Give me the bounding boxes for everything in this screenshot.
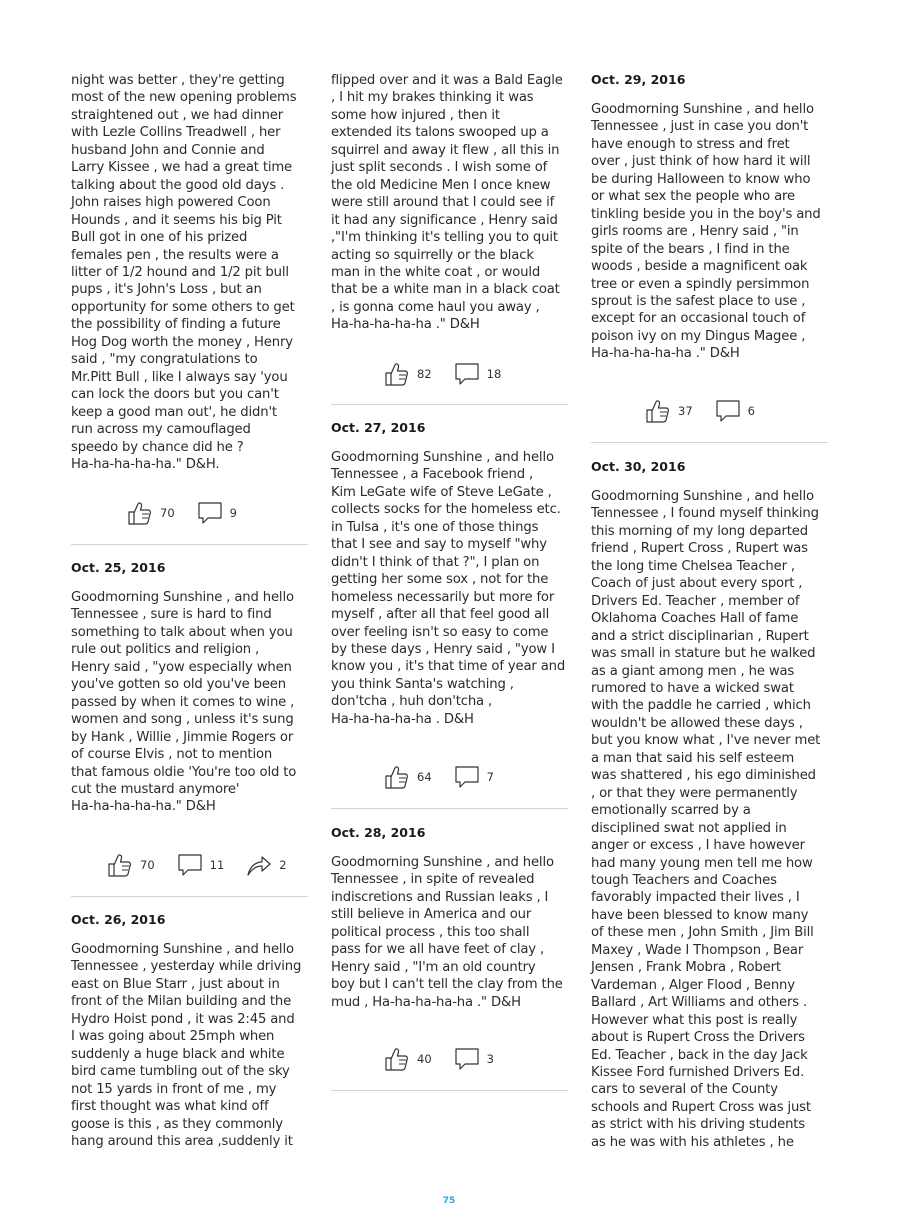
post-text: Goodmorning Sunshine , and hello Tennessee , I found myself thinking this morning of my long departed friend , Rupert Cross , Rupert was the long time Chelsea Teacher , Coach of just about every sport , Drivers Ed. Teacher , member of Oklahoma Coaches Hall of fame and a strict disciplinarian , Rupert was small in stature but he walked as a giant among men , he was rumored to have a wicked swat with the paddle he carried , which wouldn't be allowed these days , but you know what , I've never met a man that said his self esteem was shattered , his ego diminished , or that they were permanently emotionally scarred by a disciplined swat not applied in anger or excess , I have however had many young men tell me how tough Teachers and Coaches favorably impacted their lives , I have been blessed to know many of these men , John Smith , Jim Bill Maxey , Wade I Thompson , Bear Jensen , Frank Mobra , Robert Vardeman , Alger Flood , Benny Ballard , Art Williams and others . However what this post is really about is Rupert Cross the Drivers Ed. Teacher , back in the day Jack Kissee Ford furnished Drivers Ed. cars to several of the County schools and Rupert Cross was just as strict with his driving students as he was with his athletes , he: [591, 489, 821, 1150]
post-reactions: [384, 361, 523, 387]
post-reactions: [127, 500, 262, 526]
page-number: 75: [442, 1196, 456, 1206]
comment-count: 3: [486, 1052, 494, 1066]
like-icon: [384, 1046, 410, 1072]
like-count: 37: [678, 404, 693, 418]
comment-button[interactable]: [715, 398, 758, 424]
like-icon: [107, 852, 133, 878]
post-text: Goodmorning Sunshine , and hello Tennessee , just in case you don't have enough to stress and fret over , just think of how hard it will be during Halloween to know who or what sex the people who are tinkling beside you in the boy's and girls rooms are , Henry said , "in spite of the bears , I find in the woods , beside a magnificent oak tree or even a spindly persimmon sprout is the safest place to use , except for an occasional touch of poison ivy on my Dingus Magee , Ha-ha-ha-ha-ha ." D&H: [591, 102, 821, 362]
post-divider: [331, 404, 568, 405]
post-date: Oct. 27, 2016: [331, 420, 426, 435]
post-text: Goodmorning Sunshine , and hello Tennessee , in spite of revealed indiscretions and Russian leaks , I still believe in America and our political process , this too shall pass for we all have feet of clay , Henry said , "I'm an old country boy but I can't tell the clay from the mud , Ha-ha-ha-ha-ha ." D&H: [331, 855, 563, 1010]
post-divider: [591, 442, 828, 443]
post-text: night was better , they're getting most of the new opening problems straightened out , we had dinner with Lezle Collins Treadwell , her husband John and Connie and Larry Kissee , we had a great time talking about the good old days . John raises high powered Coon Hounds , and it seems his big Pit Bull got in one of his prized females pen , the results were a litter of 1/2 hound and 1/2 pit bull pups , it's John's Loss , but an opportunity for some others to get the possibility of finding a future Hog Dog worth the money , Henry said , "my congratulations to Mr.Pitt Bull , like I always say 'you can lock the doors but you can't keep a good man out', he didn't run across my camouflaged speedo by chance did he ? Ha-ha-ha-ha-ha." D&H.: [71, 73, 297, 472]
post-reactions: [384, 764, 519, 790]
comment-button[interactable]: [454, 764, 497, 790]
post-text: Goodmorning Sunshine , and hello Tennessee , a Facebook friend , Kim LeGate wife of Steve LeGate , collects socks for the homeless etc. in Tulsa , it's one of those things that I see and say to myself "why didn't I think of that ?", I plan on getting her some sox , not for the homeless necessarily but more for myself , after all that feel good all over feeling isn't so easy to come by these days , Henry said , "yow I know you , it's that time of year and you think Santa's watching , don'tcha , huh don'tcha , Ha-ha-ha-ha-ha . D&H: [331, 450, 566, 727]
comment-button[interactable]: [197, 500, 240, 526]
post-text: Goodmorning Sunshine , and hello Tennessee , sure is hard to find something to talk about when you rule out politics and religion , Henry said , "yow especially when you've gotten so old you've been passed by when it comes to wine , women and song , unless it's sung by Hank , Willie , Jimmie Rogers or of course Elvis , not to mention that famous oldie 'You're too old to cut the mustard anymore' Ha-ha-ha-ha-ha." D&H: [71, 590, 297, 815]
comment-icon: [715, 398, 741, 424]
like-icon: [384, 361, 410, 387]
comment-count: 6: [747, 404, 755, 418]
like-count: 64: [417, 770, 432, 784]
post-text-continued: flipped over and it was a Bald Eagle , I hit my brakes thinking it was some how injured , then it extended its talons swooped up a squirrel and away it flew , all this in just split seconds . I wish some of the old Medicine Men I once knew were still around that I could see if it had any significance , Henry said ,"I'm thinking it's telling you to quit acting so squirrelly or the black man in the white coat , or would that be a white man in a black coat , is gonna come haul you away , Ha-ha-ha-ha-ha ." D&H: [331, 73, 563, 333]
post-date: Oct. 29, 2016: [591, 72, 686, 87]
comment-count: 18: [486, 367, 502, 381]
like-count: 70: [160, 506, 175, 520]
post-date: Oct. 25, 2016: [71, 560, 166, 575]
comment-button[interactable]: [454, 361, 502, 387]
like-count: 40: [417, 1052, 432, 1066]
like-button[interactable]: [384, 361, 432, 387]
like-button[interactable]: [127, 500, 175, 526]
post-divider: [71, 896, 308, 897]
comment-count: 9: [229, 506, 237, 520]
post-reactions: [107, 852, 311, 878]
post-date: Oct. 26, 2016: [71, 912, 166, 927]
comment-icon: [454, 764, 480, 790]
like-button[interactable]: [384, 764, 432, 790]
comment-icon: [454, 1046, 480, 1072]
comment-count: 7: [486, 770, 494, 784]
post-divider: [331, 1090, 568, 1091]
post-divider: [331, 808, 568, 809]
comment-icon: [454, 361, 480, 387]
like-icon: [127, 500, 153, 526]
comment-icon: [177, 852, 203, 878]
like-count: 82: [417, 367, 432, 381]
like-button[interactable]: [645, 398, 693, 424]
post-reactions: [384, 1046, 519, 1072]
like-button[interactable]: [384, 1046, 432, 1072]
comment-icon: [197, 500, 223, 526]
share-button[interactable]: [246, 852, 289, 878]
share-count: 2: [279, 858, 287, 872]
like-count: 70: [140, 858, 155, 872]
like-icon: [645, 398, 671, 424]
share-icon: [246, 852, 272, 878]
post-date: Oct. 28, 2016: [331, 825, 426, 840]
comment-button[interactable]: [454, 1046, 497, 1072]
comment-count: 11: [209, 858, 225, 872]
post-text: Goodmorning Sunshine , and hello Tennessee , yesterday while driving east on Blue Starr , just about in front of the Milan building and the Hydro Hoist pond , it was 2:45 and I was going about 25mph when suddenly a huge black and white bird came tumbling out of the sky not 15 yards in front of me , my first thought was what kind off goose is this , as they commonly hang around this area ,suddenly it: [71, 942, 302, 1149]
like-icon: [384, 764, 410, 790]
post-reactions: [645, 398, 780, 424]
post-date: Oct. 30, 2016: [591, 459, 686, 474]
post-divider: [71, 544, 308, 545]
like-button[interactable]: [107, 852, 155, 878]
comment-button[interactable]: [177, 852, 225, 878]
